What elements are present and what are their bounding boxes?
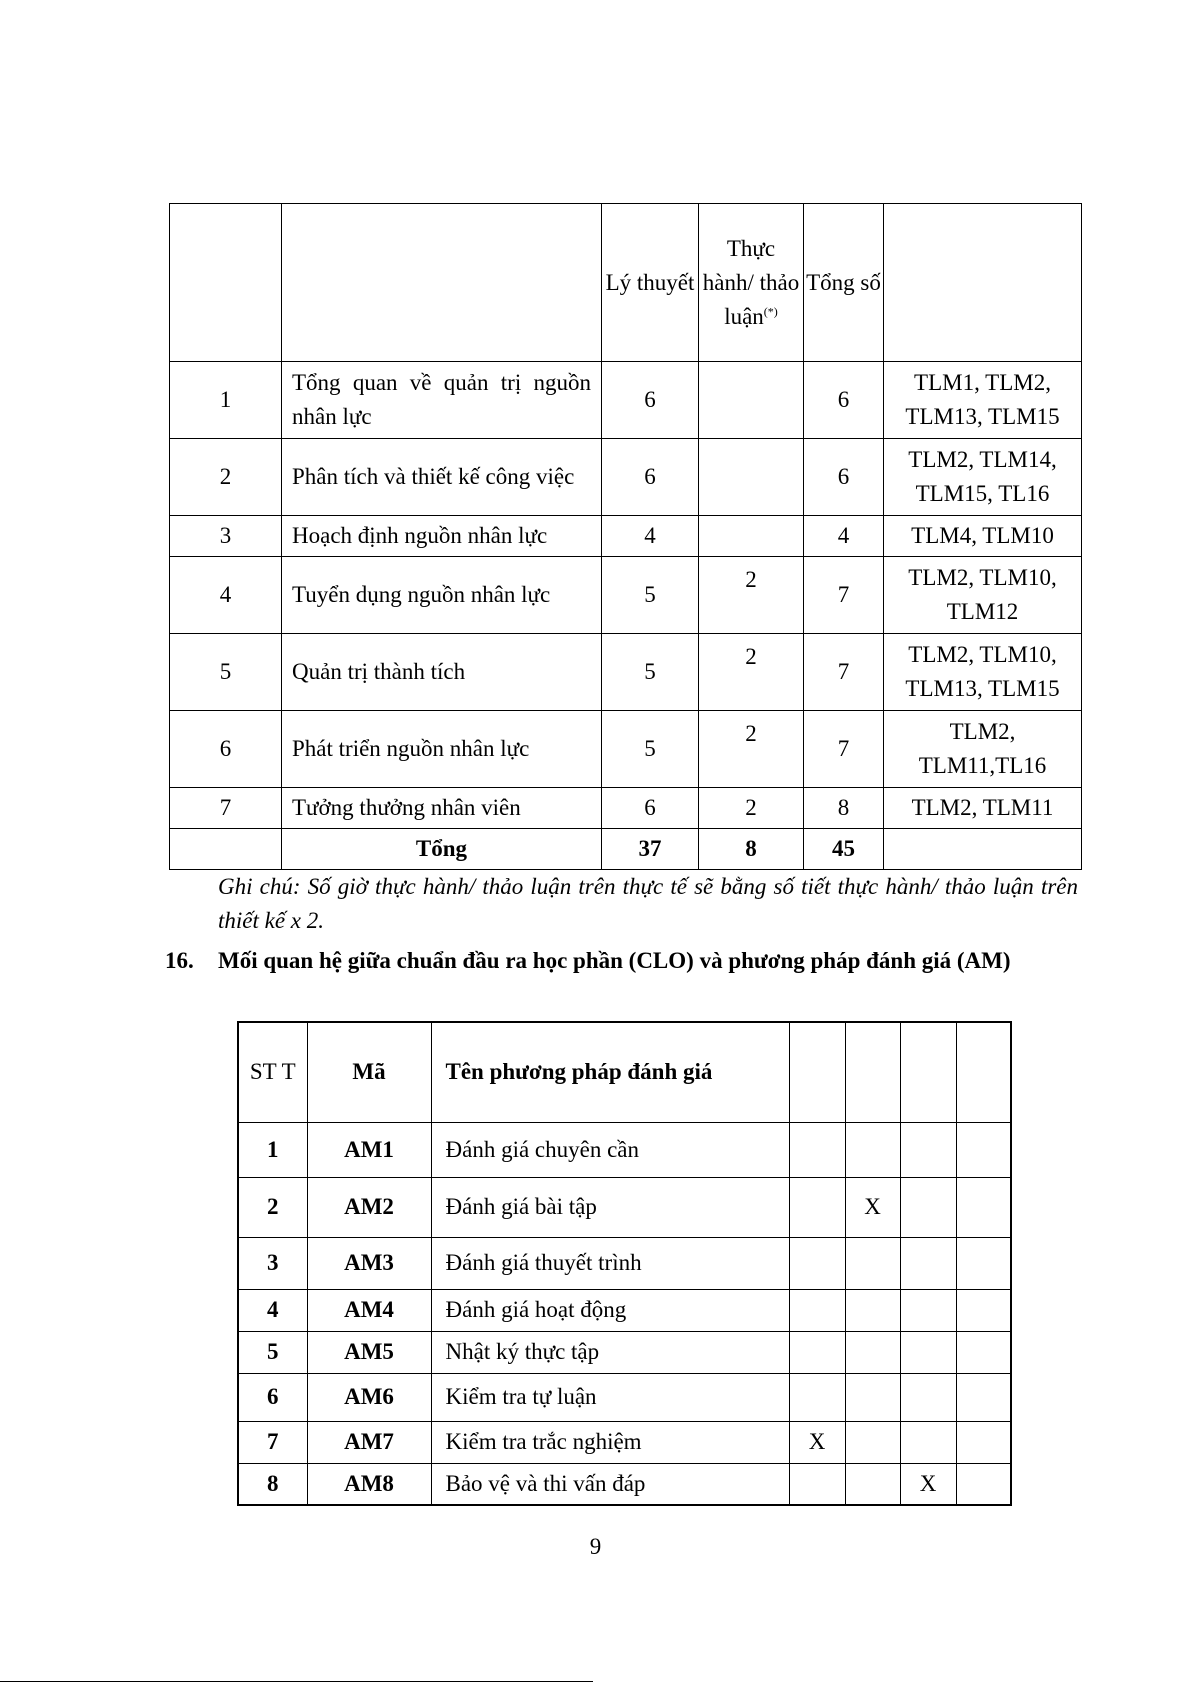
row-materials: TLM2, TLM10, TLM13, TLM15 <box>884 634 1082 711</box>
table-row <box>238 1331 1011 1373</box>
row-mark <box>956 1177 1011 1237</box>
row-topic: Phân tích và thiết kế công việc <box>282 439 602 516</box>
row-method-name: Bảo vệ và thi vấn đáp <box>431 1463 789 1505</box>
header-clo-col-4 <box>956 1022 1011 1122</box>
am-header-row <box>238 1022 1011 1122</box>
row-total: 6 <box>804 362 884 439</box>
header-clo-col-2 <box>845 1022 900 1122</box>
section-heading <box>165 943 1080 978</box>
header-theory: Lý thuyết <box>602 204 699 362</box>
header-empty-topic <box>282 204 602 362</box>
row-mark <box>789 1373 845 1421</box>
row-theory: 6 <box>602 362 699 439</box>
row-practice: 2 <box>699 557 804 634</box>
row-mark <box>956 1373 1011 1421</box>
row-theory: 5 <box>602 557 699 634</box>
row-mark <box>845 1421 900 1463</box>
row-mark <box>956 1237 1011 1289</box>
footer-divider <box>0 1681 593 1682</box>
row-topic: Hoạch định nguồn nhân lực <box>282 516 602 557</box>
row-materials: TLM4, TLM10 <box>884 516 1082 557</box>
row-practice <box>699 516 804 557</box>
total-row <box>170 829 1082 870</box>
row-total: 7 <box>804 711 884 788</box>
row-code: AM3 <box>307 1237 431 1289</box>
row-mark <box>845 1122 900 1177</box>
row-stt: 2 <box>238 1177 307 1237</box>
row-mark <box>900 1177 956 1237</box>
row-stt: 3 <box>238 1237 307 1289</box>
row-topic: Tổng quan về quản trị nguồn nhân lực <box>282 362 602 439</box>
row-mark <box>900 1289 956 1331</box>
row-stt: 1 <box>238 1122 307 1177</box>
row-mark <box>789 1331 845 1373</box>
total-practice: 8 <box>699 829 804 870</box>
row-total: 8 <box>804 788 884 829</box>
total-empty-no <box>170 829 282 870</box>
total-total: 45 <box>804 829 884 870</box>
header-clo-col-3 <box>900 1022 956 1122</box>
row-mark <box>956 1421 1011 1463</box>
row-mark <box>900 1421 956 1463</box>
row-materials: TLM2, TLM10, TLM12 <box>884 557 1082 634</box>
row-mark <box>900 1122 956 1177</box>
table-row <box>170 516 1082 557</box>
table-row <box>238 1463 1011 1505</box>
row-total: 6 <box>804 439 884 516</box>
row-stt: 5 <box>238 1331 307 1373</box>
row-materials: TLM1, TLM2, TLM13, TLM15 <box>884 362 1082 439</box>
row-mark <box>789 1177 845 1237</box>
row-topic: Tuyển dụng nguồn nhân lực <box>282 557 602 634</box>
row-method-name: Đánh giá chuyên cần <box>431 1122 789 1177</box>
row-method-name: Nhật ký thực tập <box>431 1331 789 1373</box>
row-mark <box>900 1237 956 1289</box>
row-total: 7 <box>804 634 884 711</box>
row-topic: Tưởng thưởng nhân viên <box>282 788 602 829</box>
section-title: Mối quan hệ giữa chuẩn đầu ra học phần (CLO) và phương pháp đánh giá (AM) <box>218 948 1011 973</box>
row-mark: X <box>845 1177 900 1237</box>
assessment-method-table <box>237 1021 1012 1506</box>
row-mark <box>845 1373 900 1421</box>
row-method-name: Kiểm tra trắc nghiệm <box>431 1421 789 1463</box>
header-code: Mã <box>307 1022 431 1122</box>
row-code: AM4 <box>307 1289 431 1331</box>
row-stt: 4 <box>238 1289 307 1331</box>
row-code: AM6 <box>307 1373 431 1421</box>
row-mark <box>845 1237 900 1289</box>
row-no: 5 <box>170 634 282 711</box>
table-row <box>170 788 1082 829</box>
row-mark <box>900 1331 956 1373</box>
row-theory: 6 <box>602 439 699 516</box>
row-no: 4 <box>170 557 282 634</box>
row-mark <box>845 1463 900 1505</box>
header-clo-col-1 <box>789 1022 845 1122</box>
row-mark <box>789 1289 845 1331</box>
header-stt: ST T <box>238 1022 307 1122</box>
row-topic: Phát triển nguồn nhân lực <box>282 711 602 788</box>
row-mark <box>845 1289 900 1331</box>
row-no: 7 <box>170 788 282 829</box>
table-row <box>170 439 1082 516</box>
page-number: 9 <box>589 1534 602 1559</box>
table-note: Ghi chú: Số giờ thực hành/ thảo luận trên thực tế sẽ bằng số tiết thực hành/ thảo luận trên thiết kế x 2. <box>218 874 1078 933</box>
row-code: AM5 <box>307 1331 431 1373</box>
table-row <box>170 634 1082 711</box>
row-code: AM2 <box>307 1177 431 1237</box>
row-materials: TLM2, TLM14, TLM15, TL16 <box>884 439 1082 516</box>
row-practice: 2 <box>699 788 804 829</box>
schedule-table <box>169 203 1082 870</box>
table-row <box>238 1177 1011 1237</box>
row-mark <box>789 1122 845 1177</box>
row-topic: Quản trị thành tích <box>282 634 602 711</box>
row-method-name: Kiểm tra tự luận <box>431 1373 789 1421</box>
header-total: Tổng số <box>804 204 884 362</box>
table-row <box>238 1373 1011 1421</box>
row-practice: 2 <box>699 634 804 711</box>
schedule-header-row <box>170 204 1082 362</box>
row-code: AM8 <box>307 1463 431 1505</box>
table-row <box>238 1237 1011 1289</box>
row-total: 7 <box>804 557 884 634</box>
header-practice <box>699 204 804 362</box>
row-stt: 7 <box>238 1421 307 1463</box>
row-materials: TLM2, TLM11,TL16 <box>884 711 1082 788</box>
row-stt: 8 <box>238 1463 307 1505</box>
row-stt: 6 <box>238 1373 307 1421</box>
header-practice-footnote: (*) <box>763 303 778 318</box>
row-mark <box>845 1331 900 1373</box>
row-mark <box>789 1463 845 1505</box>
row-mark: X <box>900 1463 956 1505</box>
table-row <box>238 1122 1011 1177</box>
section-number: 16. <box>165 948 194 973</box>
row-mark: X <box>789 1421 845 1463</box>
row-mark <box>956 1122 1011 1177</box>
table-row <box>238 1421 1011 1463</box>
row-mark <box>956 1331 1011 1373</box>
row-materials: TLM2, TLM11 <box>884 788 1082 829</box>
row-method-name: Đánh giá thuyết trình <box>431 1237 789 1289</box>
table-row <box>170 711 1082 788</box>
total-empty-materials <box>884 829 1082 870</box>
row-method-name: Đánh giá bài tập <box>431 1177 789 1237</box>
row-code: AM1 <box>307 1122 431 1177</box>
row-total: 4 <box>804 516 884 557</box>
total-label: Tổng <box>282 829 602 870</box>
row-practice: 2 <box>699 711 804 788</box>
header-empty-materials <box>884 204 1082 362</box>
table-row <box>170 557 1082 634</box>
row-no: 3 <box>170 516 282 557</box>
row-practice <box>699 362 804 439</box>
row-practice <box>699 439 804 516</box>
header-method-name: Tên phương pháp đánh giá <box>431 1022 789 1122</box>
header-empty-no <box>170 204 282 362</box>
row-no: 6 <box>170 711 282 788</box>
row-theory: 4 <box>602 516 699 557</box>
row-mark <box>789 1237 845 1289</box>
row-code: AM7 <box>307 1421 431 1463</box>
row-mark <box>900 1373 956 1421</box>
total-theory: 37 <box>602 829 699 870</box>
row-no: 1 <box>170 362 282 439</box>
row-theory: 6 <box>602 788 699 829</box>
row-theory: 5 <box>602 711 699 788</box>
row-no: 2 <box>170 439 282 516</box>
row-method-name: Đánh giá hoạt động <box>431 1289 789 1331</box>
row-mark <box>956 1463 1011 1505</box>
row-mark <box>956 1289 1011 1331</box>
table-row <box>170 362 1082 439</box>
table-row <box>238 1289 1011 1331</box>
header-practice-label: Thực hành/ thảo luận <box>702 235 800 329</box>
row-theory: 5 <box>602 634 699 711</box>
